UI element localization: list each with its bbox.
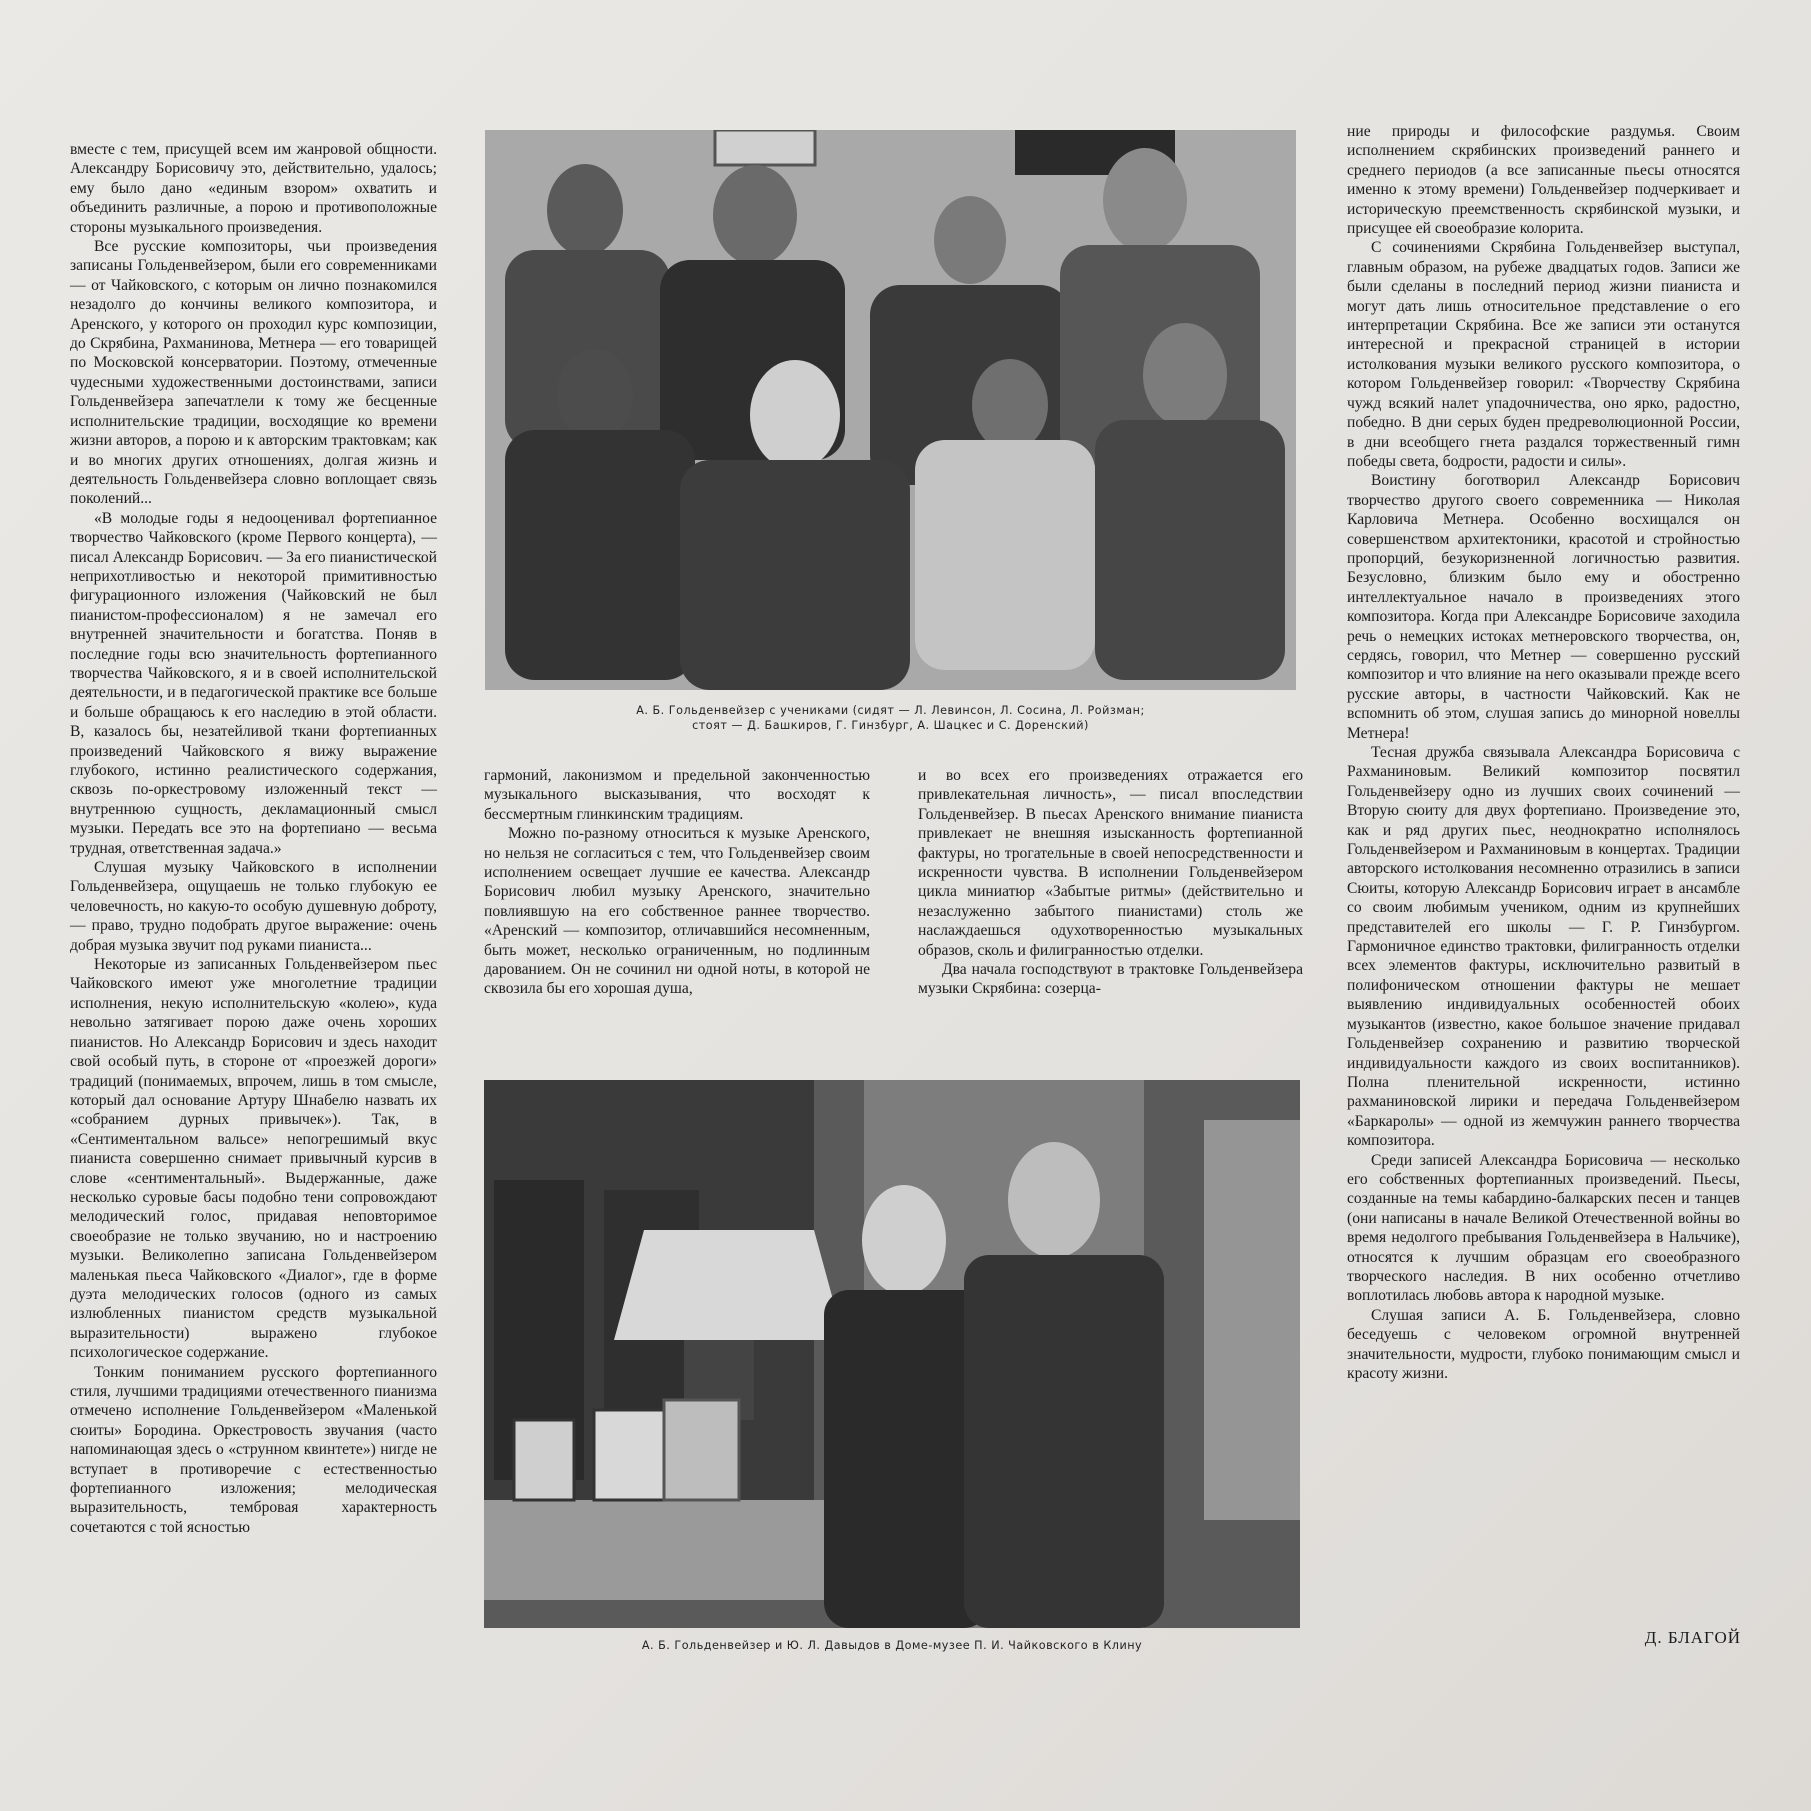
paragraph: Среди записей Александра Борисовича — несколько его собственных фортепианных произведений. Пьесы, созданные на темы кабардино-балкарских песен и танцев (они написаны в начале Великой Отечественной войны во время недолгого пребывания Гольденвейзера в Нальчике), относятся к лучшим образцам его своеобразного творческого наследия. В них особенно отчетливо воплотилась любовь автора к народной музыке. xyxy=(1347,1151,1740,1305)
paragraph: Воистину боготворил Александр Борисович творчество другого своего современника — Николая Карловича Метнера. Особенно восхищался он совершенством архитектоники, красотой и стройностью пропорций, безукоризненной логичностью развития. Безусловно, близким было ему и обостренно интеллектуальное начало в произведениях этого композитора. Когда при Александре Борисовиче заходила речь о немецких истоках метнеровского творчества, он, сердясь, говорил, что Метнер — совершенно русский композитор и что влияние на него оказывали прежде всего русские авторы, в частности Чайковский. Как не вспомнить об этом, слушая запись до минорной новеллы Метнера! xyxy=(1347,472,1740,742)
paragraph: Тесная дружба связывала Александра Борисовича с Рахманиновым. Великий композитор посвятил Гольденвейзеру одно из лучших своих сочинений — Вторую сюиту для двух фортепиано. Произведение это, как и ряд других пьес, неоднократно исполнялось Гольденвейзером и Рахманиновым в концертах. Традиции авторского истолкования несомненно отразились в записи Сюиты, которую Александр Борисович играет в ансамбле со своим любимым учеником, одним из крупнейших представителей его школы — Г. Р. Гинзбургом. Гармоничное единство трактовки, филигранность отделки всех элементов фактуры, исключительно развитый в полифоническом отношении фактуры не мешает выявлению индивидуальных особенностей обоих музыкантов (известно, какое большое значение придавал Гольденвейзер сохранению и развитию творческой индивидуальности каждого из своих воспитанников). Полна пленительной искренности, истинно рахманиновской лирики и передача Гольденвейзером «Баркаролы» — одной из жемчужин раннего творчества композитора. xyxy=(1347,744,1740,1150)
paragraph: Некоторые из записанных Гольденвейзером пьес Чайковского имеют уже многолетние традиции исполнения, некую исполнительскую «колею», куда невольно затягивает порою даже очень хороших пианистов. Но Александр Борисович и здесь находит свой особый путь, в стороне от «проезжей дороги» традиций (понимаемых, впрочем, лишь в том смысле, который дал основание Артуру Шнабелю назвать их «собранием дурных привычек»). Так, в «Сентиментальном вальсе» непогрешимый вкус пианиста совершенно снимает привычный курсив в слове «сентиментальный». Выдержанные, даже несколько суровые басы подобно тени сопровождают мелодический голос, придавая неповторимое своеобразие не только звучанию, но и настроению музыки. Великолепно записана Гольденвейзером маленькая пьеса Чайковского «Диалог», где в форме дуэта мелодических голосов (одного из самых излюбленных пианистом средств музыкальной выразительности) выражено глубокое психологическое содержание. xyxy=(70,956,437,1362)
paragraph: Тонким пониманием русского фортепианного стиля, лучшими традициями отечественного пианизма отмечено исполнение Гольденвейзером «Маленькой сюиты» Бородина. Оркестровость звучания (часто напоминающая здесь о «струнном квинтете») нигде не вступает в противоречие с естественностью фортепианного изложения; мелодическая выразительность, тембровая характерность сочетаются с той ясностью xyxy=(70,1363,437,1536)
text-column-middle-2 xyxy=(918,766,1303,1036)
paragraph: С сочинениями Скрябина Гольденвейзер выступал, главным образом, на рубеже двадцатых годов. Записи же были сделаны в последний период жизни пианиста и могут дать лишь относительное представление о его интерпретации Скрябина. Все же записи эти останутся интересной и прекрасной страницей в истории истолкования музыки великого русского композитора, о котором Гольденвейзер говорил: «Творчеству Скрябина чужд всякий налет упадочничества, оно ярко, радостно, победно. В дни серых буден предреволюционной России, в дни всеобщего гнета раздался торжественный гимн победы света, бодрости, радости и силы». xyxy=(1347,239,1740,470)
paragraph: гармоний, лаконизмом и предельной законченностью музыкального высказывания, что восходят к бессмертным глинкинским традициям. xyxy=(484,767,870,823)
paragraph: ние природы и философские раздумья. Своим исполнением скрябинских произведений раннего и среднего периодов (а все записанные пьесы относятся именно к этому времени) Гольденвейзер подчеркивает и историческую преемственность скрябинской музыки, и присущее ей своеобразие колорита. xyxy=(1347,123,1740,238)
paragraph: вместе с тем, присущей всем им жанровой общности. Александру Борисовичу это, действительно, удалось; ему было дано «единым взором» охватить и объединить различные, а порою и противоположные стороны музыкального произведения. xyxy=(70,141,437,236)
paragraph: Слушая записи А. Б. Гольденвейзера, словно беседуешь с человеком огромной внутренней значительности, мудрости, глубоко понимающим смысл и красоту жизни. xyxy=(1347,1306,1740,1382)
caption-klin-photo: А. Б. Гольденвейзер и Ю. Л. Давыдов в Доме-музее П. И. Чайковского в Клину xyxy=(641,1639,1143,1652)
article-author: Д. БЛАГОЙ xyxy=(1644,1628,1741,1647)
group-photo-students xyxy=(485,130,1296,690)
photo-klin-museum xyxy=(484,1080,1300,1628)
caption-group-photo-line2: стоят — Д. Башкиров, Г. Гинзбург, А. Шацкес и С. Доренский) xyxy=(692,719,1089,732)
paragraph: Два начала господствуют в трактовке Гольденвейзера музыки Скрябина: созерца- xyxy=(918,961,1303,998)
group-photo-image xyxy=(485,130,1296,690)
text-column-right xyxy=(1347,122,1740,1602)
text-column-left xyxy=(70,140,437,1655)
paragraph: Слушая музыку Чайковского в исполнении Гольденвейзера, ощущаешь не только глубокую ее человечность, но какую-то особую душевную доброту, — право, трудно подобрать другое выражение: очень добрая музыка звучит под руками пианиста... xyxy=(70,859,437,954)
paragraph: Можно по-разному относиться к музыке Аренского, но нельзя не согласиться с тем, что Гольденвейзер своим исполнением освещает лучшие ее качества. Александр Борисович любил музыку Аренского, значительно повлиявшую на его собственное раннее творчество. «Аренский — композитор, отличавшийся несомненным, быть может, несколько ограниченным, но подлинным дарованием. Он не сочинил ни одной ноты, в которой не сквозила бы его хорошая душа, xyxy=(484,825,870,998)
caption-group-photo-line1: А. Б. Гольденвейзер с учениками (сидят — Л. Левинсон, Л. Сосина, Л. Ройзман; xyxy=(636,704,1145,717)
paragraph: «В молодые годы я недооценивал фортепианное творчество Чайковского (кроме Первого концерта), — писал Александр Борисович. — За его пианистической неприхотливостью и некоторой примитивностью фигурационного изложения (Чайковский не был пианистом-профессионалом) я не замечал его внутренней значительности и богатства. Поняв в последние годы всю значительность фортепианного творчества Чайковского, я и в своей исполнительской деятельности, и в педагогической практике все больше и больше обращаюсь к его наследию в этой области. В, казалось бы, незатейливой ткани фортепианных произведений Чайковского я вижу выражение глубокого, истинно реалистического содержания, сквозь по-оркестровому изложенный текст — внутреннюю сущность, декламационный смысл музыки. Передать все это на фортепиано — весьма трудная, ответственная задача.» xyxy=(70,509,437,857)
caption-group-photo xyxy=(485,703,1296,733)
text-column-middle-1 xyxy=(484,766,870,1036)
paragraph: Все русские композиторы, чьи произведения записаны Гольденвейзером, были его современниками — от Чайковского, с которым он лично познакомился незадолго до кончины великого композитора, и Аренского, у которого он проходил курс композиции, до Скрябина, Рахманинова, Метнера — его товарищей по Московской консерватории. Поэтому, отмеченные чудесными художественными достоинствами, записи Гольденвейзера запечатлели к тому же бесценные исполнительские традиции, восходящие ко времени жизни авторов, а порою и к авторским трактовкам; как и во многих других отношениях, долгая жизнь и деятельность Гольденвейзера словно воплощает связь поколений... xyxy=(70,238,437,508)
paragraph: и во всех его произведениях отражается его привлекательная личность», — писал впоследствии Гольденвейзер. В пьесах Аренского внимание пианиста привлекает не внешняя изысканность фортепианной фактуры, но трогательные в своей непосредственности и искренности чувства. В исполнении Гольденвейзером цикла миниатюр «Забытые ритмы» (действительно и незаслуженно забытого пианистами) столь же наслаждаешься одухотворенностью музыкальных образов, сколь и филигранностью отделки. xyxy=(918,767,1303,959)
klin-photo-image xyxy=(484,1080,1300,1628)
